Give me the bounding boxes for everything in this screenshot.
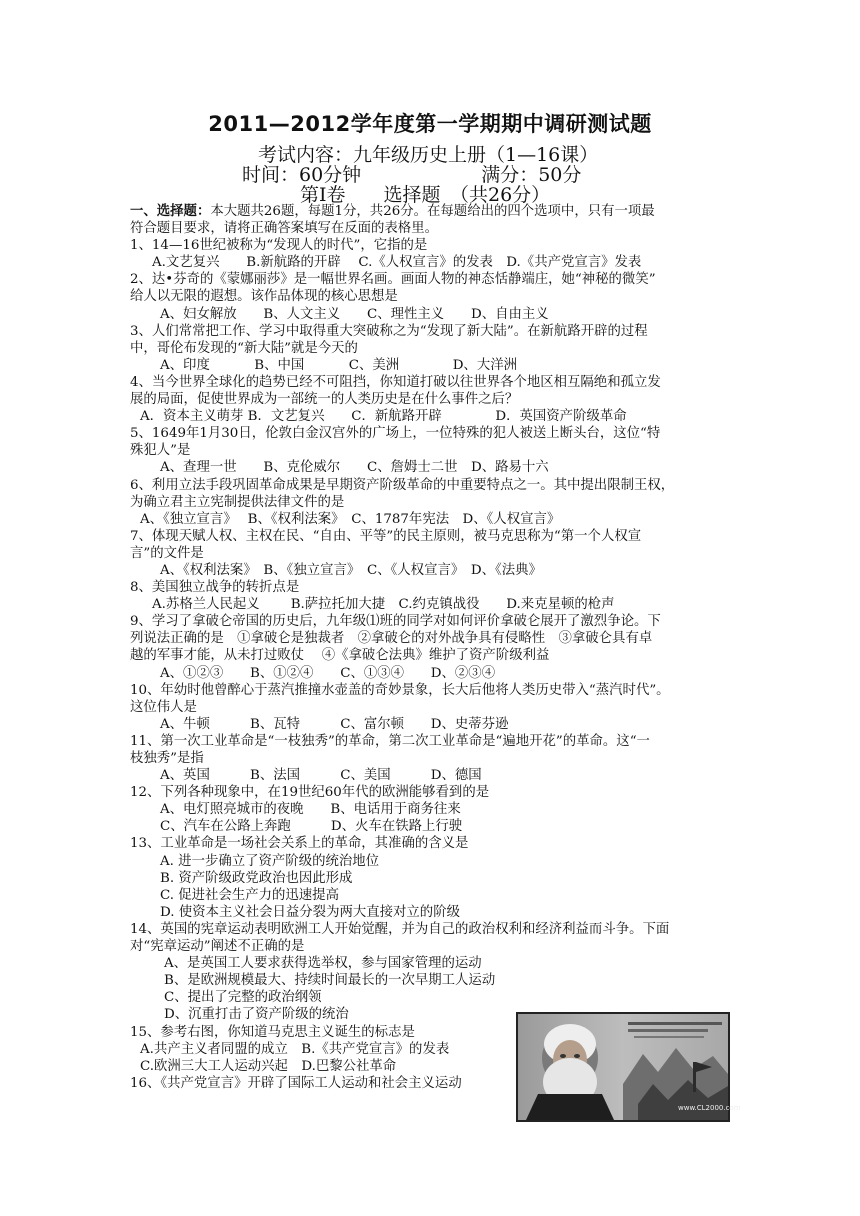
question-10-options: A、牛顿 B、瓦特 C、富尔顿 D、史蒂芬逊 [160, 716, 509, 732]
question-11-cont: 枝独秀”是指 [130, 751, 204, 766]
question-11: 11、第一次工业革命是“一枝独秀”的革命，第二次工业革命是“遍地开花”的革命。这“一 [130, 733, 650, 749]
section-intro: 一、选择题：本大题共26题，每题1分，共26分。在每题给出的四个选项中，只有一项最 [130, 203, 655, 219]
question-6: 6、利用立法手段巩固革命成果是早期资产阶级革命的中重要特点之一。其中提出限制王权， [130, 477, 675, 493]
question-13-option-a: A. 进一步确立了资产阶级的统治地位 [160, 853, 380, 869]
question-8: 8、美国独立战争的转折点是 [130, 580, 300, 596]
question-15-options-1: A.共产主义者同盟的成立 B.《共产党宣言》的发表 [140, 1041, 450, 1057]
marx-portrait-image [518, 1014, 741, 1120]
question-14: 14、英国的宪章运动表明欧洲工人开始觉醒，并为自己的政治权利和经济利益而斗争。下面 [130, 921, 670, 937]
question-9-cont-2: 越的军事才能，从未打过败仗 ④《拿破仑法典》维护了资产阶级利益 [130, 648, 550, 664]
question-12-options-2: C、汽车在公路上奔跑 D、火车在铁路上行驶 [160, 819, 463, 835]
question-1-options: A.文艺复兴 B.新航路的开辟 C.《人权宣言》的发表 D.《共产党宣言》发表 [152, 255, 642, 271]
question-15-options-2: C.欧洲三大工人运动兴起 D.巴黎公社革命 [140, 1058, 397, 1074]
question-14-option-b: B、是欧洲规模最大、持续时间最长的一次早期工人运动 [164, 973, 496, 989]
question-9-options: A、①②③ B、①②④ C、①③④ D、②③④ [160, 665, 496, 681]
question-14-cont: 对“宪章运动”阐述不正确的是 [130, 939, 305, 955]
question-10: 10、年幼时他曾醉心于蒸汽推撞水壶盖的奇妙景象，长大后他将人类历史带入“蒸汽时代”。 [130, 682, 670, 698]
question-2-cont: 给人以无限的遐想。该作品体现的核心思想是 [130, 289, 398, 305]
question-16: 16、《共产党宣言》开辟了国际工人运动和社会主义运动 [130, 1075, 462, 1091]
question-9: 9、学习了拿破仑帝国的历史后，九年级⑴班的同学对如何评价拿破仑展开了激烈争论。下 [130, 614, 661, 630]
marx-photo [516, 1012, 741, 1122]
question-3: 3、人们常常把工作、学习中取得重大突破称之为“发现了新大陆”。在新航路开辟的过程 [130, 323, 648, 339]
question-14-option-d: D、沉重打击了资产阶级的统治 [164, 1007, 349, 1023]
question-7: 7、体现天赋人权、主权在民、“自由、平等”的民主原则，被马克思称为“第一个人权宣 [130, 528, 642, 544]
part-heading: 第Ⅰ卷 选择题 （共26分） [300, 184, 551, 206]
question-12: 12、下列各种现象中，在19世纪60年代的欧洲能够看到的是 [130, 785, 490, 801]
question-6-cont: 为确立君主立宪制提供法律文件的是 [130, 494, 345, 510]
question-13-option-b: B. 资产阶级政党政治也因此形成 [160, 870, 353, 886]
question-5: 5、1649年1月30日，伦敦白金汉宫外的广场上，一位特殊的犯人被送上断头台，这位“特 [130, 426, 661, 442]
question-2: 2、达•芬奇的《蒙娜丽莎》是一幅世界名画。画面人物的神态恬静端庄，她“神秘的微笑” [130, 272, 656, 288]
question-13-option-c: C. 促进社会生产力的迅速提高 [160, 887, 339, 903]
question-4: 4、当今世界全球化的趋势已经不可阻挡，你知道打破以往世界各个地区相互隔绝和孤立发 [130, 374, 661, 390]
question-14-option-c: C、提出了完整的政治纲领 [164, 990, 322, 1006]
exam-score: 满分：50分 [481, 164, 582, 186]
question-5-options: A、查理一世 B、克伦威尔 C、詹姆士二世 D、路易十六 [160, 460, 549, 476]
exam-time: 时间：60分钟 [242, 164, 362, 186]
section-intro-2: 符合题目要求，请将正确答案填写在反面的表格里。 [130, 221, 438, 237]
question-13-option-d: D. 使资本主义社会日益分裂为两大直接对立的阶级 [160, 904, 460, 920]
section-label: 一、选择题： [130, 203, 211, 219]
question-14-option-a: A、是英国工人要求获得选举权，参与国家管理的运动 [164, 956, 482, 972]
question-11-options: A、英国 B、法国 C、美国 D、德国 [160, 768, 482, 784]
question-5-cont: 殊犯人”是 [130, 443, 191, 459]
question-10-cont: 这位伟人是 [130, 699, 197, 715]
question-13: 13、工业革命是一场社会关系上的革命，其准确的含义是 [130, 836, 469, 852]
question-3-options: A、印度 B、中国 C、美洲 D、大洋洲 [160, 357, 517, 373]
question-7-options: A、《权利法案》 B、《独立宣言》 C、《人权宣言》 D、《法典》 [160, 562, 542, 578]
question-12-options-1: A、电灯照亮城市的夜晚 B、电话用于商务往来 [160, 802, 461, 818]
question-15: 15、参考右图，你知道马克思主义诞生的标志是 [130, 1024, 415, 1040]
question-7-cont: 言”的文件是 [130, 545, 204, 561]
exam-content: 考试内容：九年级历史上册（1—16课） [258, 144, 599, 166]
question-2-options: A、妇女解放 B、人文主义 C、理性主义 D、自由主义 [160, 306, 549, 322]
question-9-cont: 列说法正确的是 ①拿破仑是独裁者 ②拿破仑的对外战争具有侵略性 ③拿破仑具有卓 [130, 631, 653, 647]
question-8-options: A.苏格兰人民起义 B.萨拉托加大捷 C.约克镇战役 D.来克星顿的枪声 [152, 597, 615, 613]
photo-watermark: www.CL2000.com [678, 1104, 741, 1112]
question-list [130, 203, 736, 1092]
question-6-options: A、《独立宣言》 B、《权利法案》 C、1787年宪法 D、《人权宣言》 [140, 511, 561, 527]
question-1: 1、14—16世纪被称为“发现人的时代”，它指的是 [130, 238, 428, 254]
question-4-options: A．资本主义萌芽 B．文艺复兴 C．新航路开辟 D．英国资产阶级革命 [140, 409, 627, 425]
question-3-cont: 中，哥伦布发现的“新大陆”就是今天的 [130, 340, 358, 356]
question-4-cont: 展的局面，促使世界成为一部统一的人类历史是在什么事件之后？ [130, 392, 519, 408]
page-title: 2011—2012学年度第一学期期中调研测试题 [208, 112, 652, 136]
